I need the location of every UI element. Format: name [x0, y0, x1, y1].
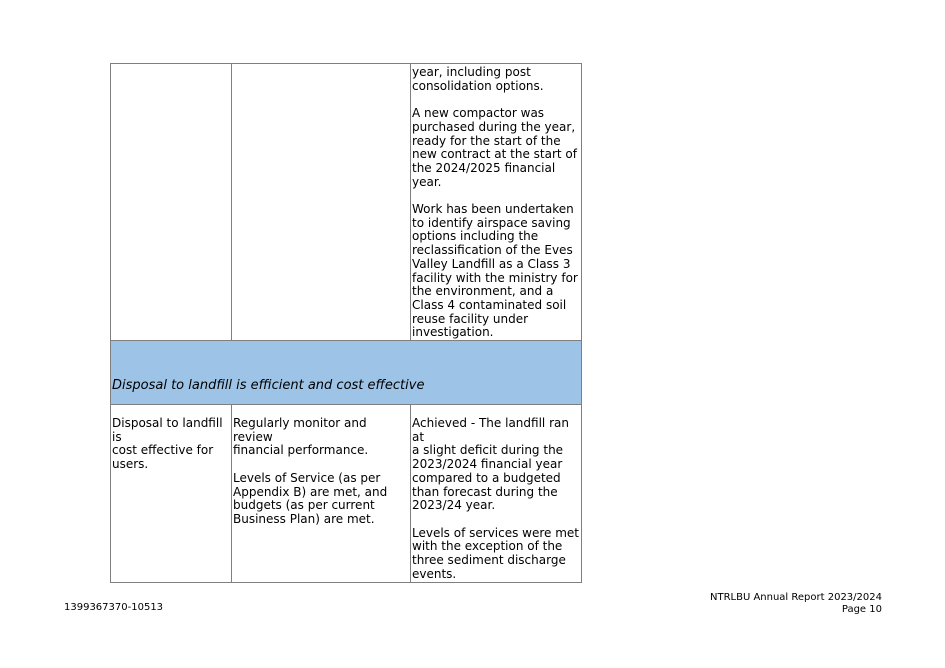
page-number: Page 10 [841, 604, 882, 615]
section-heading: Disposal to landfill is efficient and cost effective [111, 341, 582, 405]
target-cell: Regularly monitor and review financial performance. Levels of Service (as per Appendix B) are met, and budgets (as per current Business Plan) are met. [232, 405, 411, 582]
result-cell: year, including post consolidation options. A new compactor was purchased during the year, ready for the start of the new contract at the start of the 2024/2025 financial year. Work has been undertaken to identify airspace saving options including the reclassification of the Eves Valley Landfill as a Class 3 facility with the ministry for the environment, and a Class 4 contaminated soil reuse facility under investigation. [411, 64, 582, 341]
page-footer [710, 592, 882, 616]
table-row [111, 405, 582, 582]
target-cell [232, 64, 411, 341]
report-title: NTRLBU Annual Report 2023/2024 [709, 592, 882, 603]
result-cell: Achieved - The landfill ran at a slight deficit during the 2023/2024 financial year compared to a budgeted than forecast during the 2023/24 year. Levels of services were met with the exception of the three sediment discharge events. [411, 405, 582, 582]
document-id: 1399367370-10513 [64, 602, 164, 613]
section-heading-row [111, 341, 582, 405]
performance-table [110, 63, 582, 583]
measure-cell: Disposal to landfill is cost effective for users. [111, 405, 232, 582]
table-row [111, 64, 582, 341]
measure-cell [111, 64, 232, 341]
